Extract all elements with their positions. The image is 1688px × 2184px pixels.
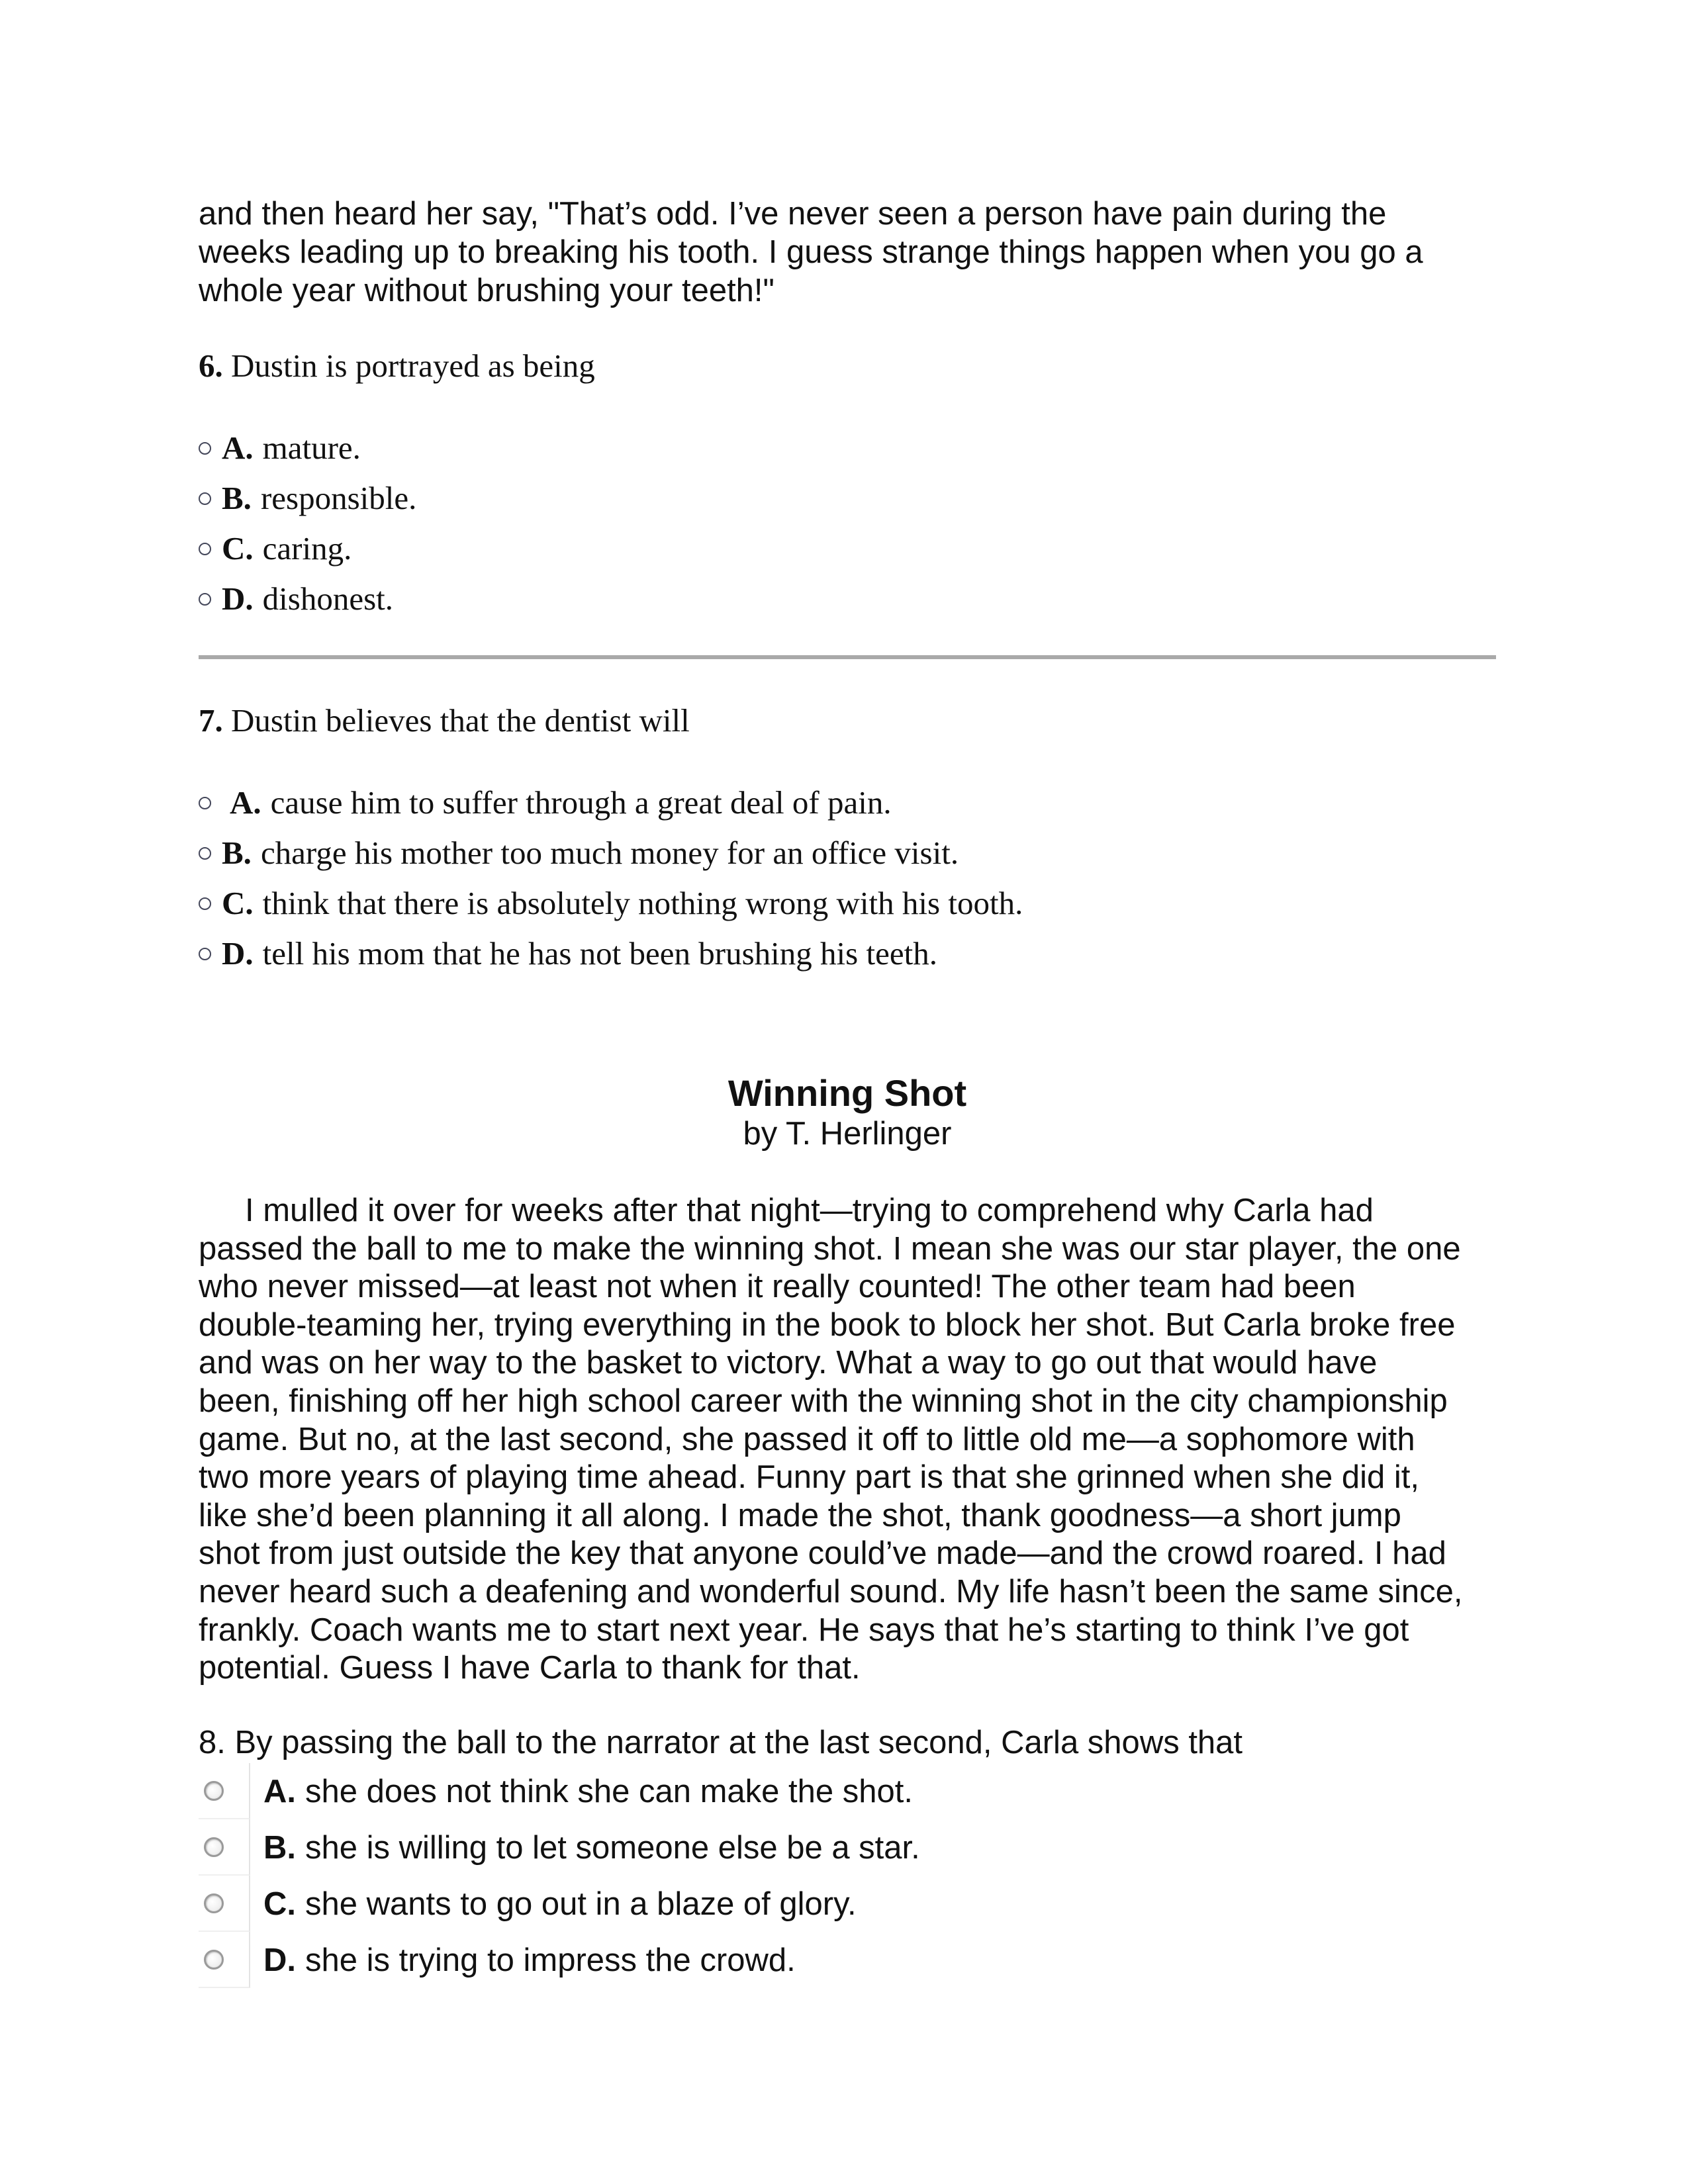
q7-option-a[interactable] [199, 784, 892, 822]
radio-button-icon[interactable] [199, 797, 211, 809]
story-line: I mulled it over for weeks after that night—trying to comprehend why Carla had [245, 1193, 1374, 1228]
radio-button-icon[interactable] [199, 847, 211, 860]
option-letter: D. [222, 580, 254, 617]
passage-line: whole year without brushing your teeth!" [199, 273, 774, 308]
option-letter: A. [230, 784, 261, 821]
option-letter: B. [222, 835, 252, 871]
option-letter: D. [263, 1942, 296, 1978]
radio-button-icon[interactable] [199, 897, 211, 910]
q8-option-b[interactable] [199, 1819, 1125, 1876]
q6-option-d[interactable] [199, 580, 393, 618]
option-text: she is trying to impress the crowd. [305, 1942, 796, 1978]
story-line: who never missed—at least not when it really counted! The other team had been [199, 1269, 1356, 1305]
q7-option-c[interactable] [199, 884, 1023, 923]
story-line: never heard such a deafening and wonderful sound. My life hasn’t been the same since, [199, 1573, 1463, 1610]
radio-cell [199, 1932, 250, 1988]
option-letter: C. [222, 530, 254, 567]
passage-line: and then heard her say, "That’s odd. I’ve never seen a person have pain during the [199, 196, 1387, 232]
story-title: Winning Shot [727, 1072, 967, 1114]
q7-option-d[interactable] [199, 934, 937, 973]
q8-option-d[interactable] [199, 1932, 1125, 1988]
story-line: and was on her way to the basket to victory. What a way to go out that would have [199, 1345, 1378, 1381]
q8-option-a[interactable] [199, 1763, 1125, 1819]
option-text: responsible. [260, 480, 417, 516]
option-text: think that there is absolutely nothing wrong with his tooth. [262, 885, 1023, 921]
option-text: she wants to go out in a blaze of glory. [305, 1886, 857, 1922]
radio-button-icon[interactable] [199, 543, 211, 555]
question-6-stem [199, 347, 595, 385]
horizontal-divider [199, 655, 1496, 659]
story-line: potential. Guess I have Carla to thank for that. [199, 1650, 861, 1686]
story-line: frankly. Coach wants me to start next year. He says that he’s starting to think I’ve got [199, 1612, 1409, 1648]
q7-option-b[interactable] [199, 834, 959, 872]
option-letter: A. [263, 1773, 296, 1809]
option-text: charge his mother too much money for an office visit. [260, 835, 959, 871]
radio-cell [199, 1763, 250, 1819]
radio-button-icon[interactable] [204, 1837, 224, 1857]
story-body [199, 1192, 1496, 1688]
radio-button-icon[interactable] [204, 1950, 224, 1970]
radio-button-icon[interactable] [199, 442, 211, 455]
option-text: tell his mom that he has not been brushing his teeth. [262, 935, 937, 972]
story-line: been, finishing off her high school career with the winning shot in the city championship [199, 1383, 1448, 1419]
option-letter: C. [263, 1886, 296, 1922]
option-text: cause him to suffer through a great deal of pain. [270, 784, 892, 821]
question-number: 6. [199, 347, 223, 384]
passage-line: weeks leading up to breaking his tooth. I guess strange things happen when you go a [199, 234, 1423, 270]
story-line: like she’d been planning it all along. I made the shot, thank goodness—a short jump [199, 1497, 1401, 1533]
q6-option-a[interactable] [199, 429, 361, 467]
option-letter: B. [222, 480, 252, 516]
option-letter: C. [222, 885, 254, 921]
story-heading [199, 1072, 1496, 1153]
option-text: caring. [262, 530, 352, 567]
option-text: she does not think she can make the shot. [305, 1773, 913, 1809]
story-line: game. But no, at the last second, she passed it off to little old me—a sophomore with [199, 1421, 1415, 1457]
story-line: passed the ball to me to make the winning shot. I mean she was our star player, the one [199, 1230, 1461, 1267]
q6-option-c[interactable] [199, 529, 352, 568]
story-line: double-teaming her, trying everything in the book to block her shot. But Carla broke free [199, 1306, 1456, 1343]
story-line: shot from just outside the key that anyone could’ve made—and the crowd roared. I had [199, 1535, 1446, 1572]
radio-button-icon[interactable] [204, 1893, 224, 1913]
story-author: by T. Herlinger [743, 1116, 952, 1152]
q6-option-b[interactable] [199, 479, 416, 518]
q8-option-c[interactable] [199, 1876, 1125, 1932]
option-text: dishonest. [262, 580, 394, 617]
radio-button-icon[interactable] [199, 593, 211, 606]
radio-button-icon[interactable] [204, 1781, 224, 1801]
radio-cell [199, 1819, 250, 1876]
option-letter: D. [222, 935, 254, 972]
radio-cell [199, 1876, 250, 1932]
radio-button-icon[interactable] [199, 492, 211, 505]
question-8-stem: 8. By passing the ball to the narrator at the last second, Carla shows that [199, 1725, 1243, 1760]
option-letter: A. [222, 430, 254, 466]
option-text: she is willing to let someone else be a star. [305, 1829, 920, 1866]
option-letter: B. [263, 1829, 296, 1866]
story-line: two more years of playing time ahead. Funny part is that she grinned when she did it, [199, 1459, 1419, 1496]
radio-button-icon[interactable] [199, 948, 211, 960]
question-text: Dustin believes that the dentist will [231, 702, 690, 739]
option-text: mature. [262, 430, 361, 466]
question-text: Dustin is portrayed as being [231, 347, 595, 384]
question-number: 7. [199, 702, 223, 739]
passage-continuation [199, 195, 1496, 310]
question-7-stem [199, 702, 690, 740]
